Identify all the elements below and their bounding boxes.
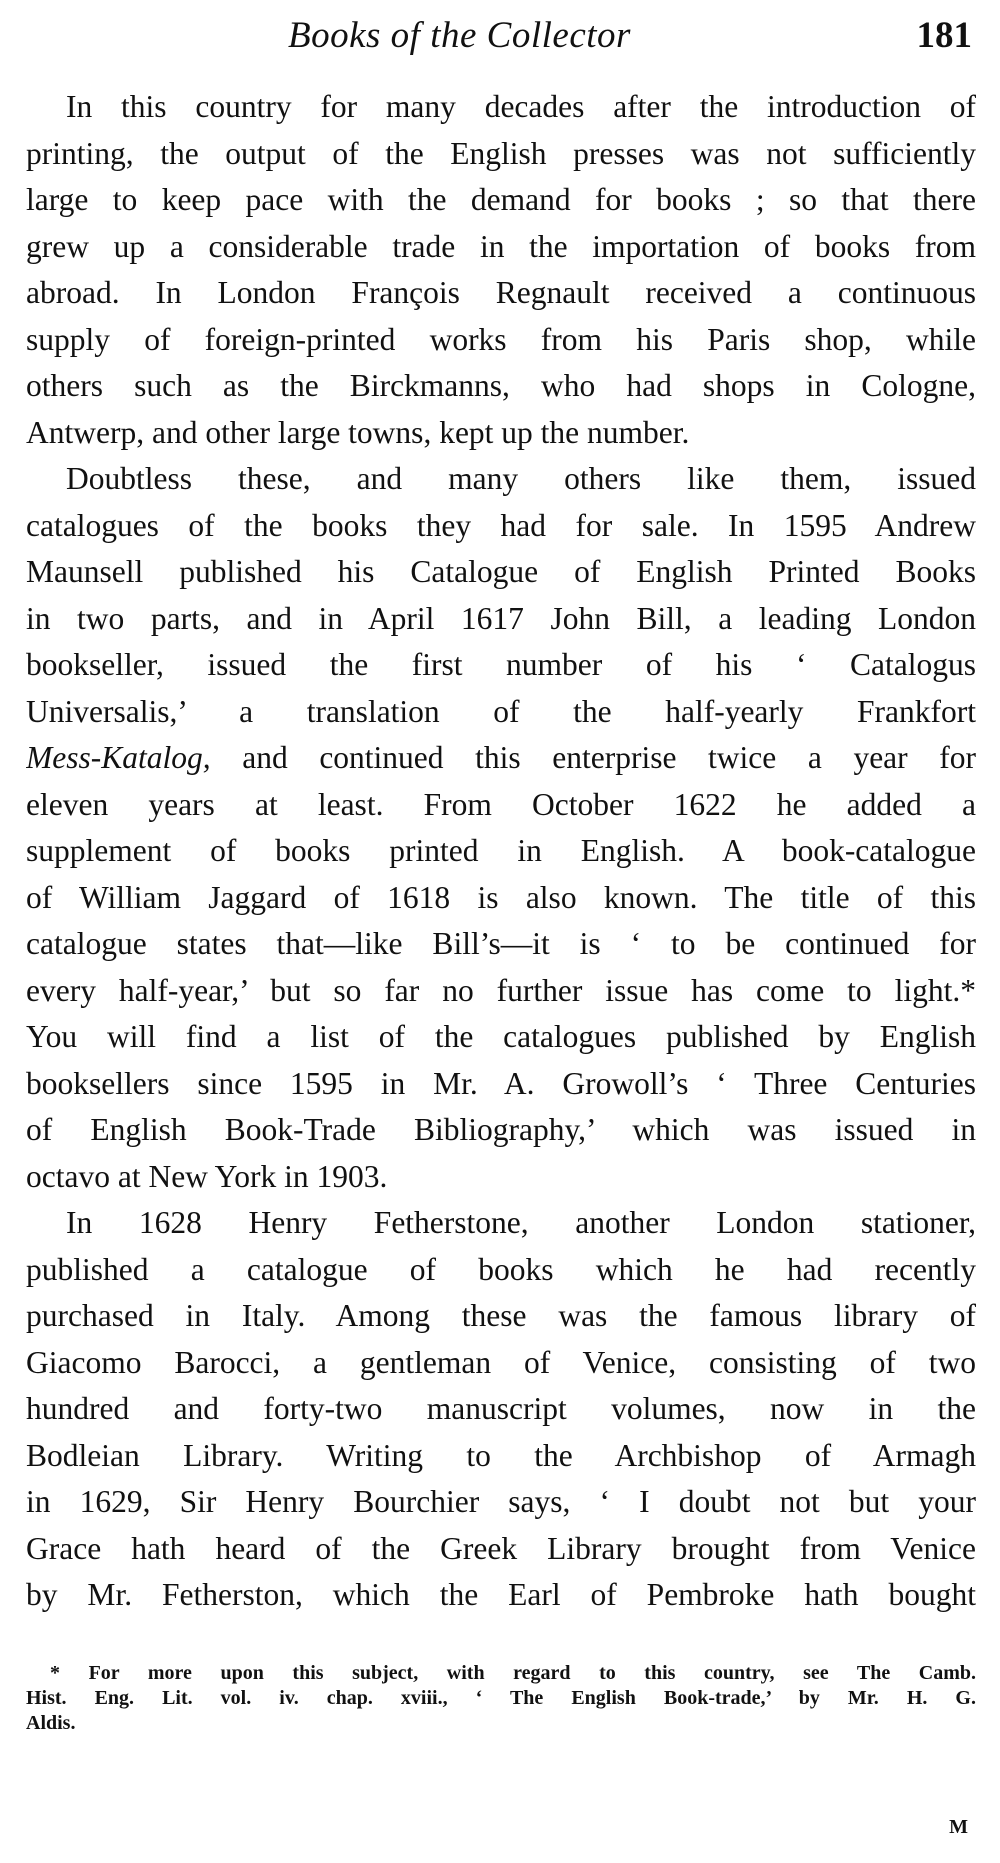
- body-line: by Mr. Fetherston, which the Earl of Pembroke hath bought: [26, 1577, 976, 1612]
- body-line: supply of foreign-printed works from his Paris shop, while: [26, 321, 976, 357]
- body-line: of English Book-Trade Bibliography,’ which was issued in: [26, 1112, 976, 1147]
- body-line: hundred and forty-two manuscript volumes, now in the: [26, 1391, 976, 1426]
- footnote-line: Aldis.: [26, 1712, 76, 1734]
- body-line: Doubtless these, and many others like them, issued: [66, 461, 976, 496]
- body-line: of William Jaggard of 1618 is also known. The title of this: [26, 879, 976, 915]
- body-line: booksellers since 1595 in Mr. A. Growoll’s ‘ Three Centuries: [26, 1065, 976, 1101]
- body-line: bookseller, issued the first number of his ‘ Catalogus: [26, 647, 976, 682]
- body-line: grew up a considerable trade in the importation of books from: [26, 228, 976, 264]
- body-line: In 1628 Henry Fetherstone, another London stationer,: [66, 1205, 976, 1240]
- body-line: Universalis,’ a translation of the half-yearly Frankfort: [26, 693, 976, 729]
- body-line: printing, the output of the English presses was not sufficiently: [26, 135, 976, 171]
- body-line: large to keep pace with the demand for books ; so that there: [26, 182, 976, 217]
- running-title: Books of the Collector: [288, 15, 631, 56]
- footnote-line: Hist. Eng. Lit. vol. iv. chap. xviii., ‘ The English Book-trade,’ by Mr. H. G.: [26, 1687, 976, 1709]
- body-line: Bodleian Library. Writing to the Archbishop of Armagh: [26, 1437, 976, 1473]
- body-line: catalogue states that—like Bill’s—it is ‘ to be continued for: [26, 926, 976, 961]
- body-line: octavo at New York in 1903.: [26, 1158, 388, 1194]
- body-line-rest: and continued this enterprise twice a year for: [210, 740, 976, 775]
- body-line: in 1629, Sir Henry Bourchier says, ‘ I doubt not but your: [26, 1484, 976, 1519]
- body-line: Antwerp, and other large towns, kept up the number.: [26, 414, 690, 450]
- body-line: purchased in Italy. Among these was the famous library of: [26, 1298, 976, 1333]
- body-line: supplement of books printed in English. A book-catalogue: [26, 833, 976, 868]
- italic-title: Mess-Katalog,: [26, 740, 211, 775]
- signature-mark: M: [949, 1816, 968, 1838]
- body-line: catalogues of the books they had for sale. In 1595 Andrew: [26, 507, 976, 543]
- body-line: published a catalogue of books which he had recently: [26, 1251, 976, 1287]
- body-line: Maunsell published his Catalogue of English Printed Books: [26, 554, 976, 589]
- body-line: In this country for many decades after the introduction of: [66, 89, 976, 124]
- body-line: others such as the Birckmanns, who had shops in Cologne,: [26, 368, 976, 403]
- body-line: eleven years at least. From October 1622 he added a: [26, 786, 976, 822]
- body-line: in two parts, and in April 1617 John Bill, a leading London: [26, 600, 976, 636]
- footnote-line: * For more upon this subject, with regard to this country, see The Camb.: [50, 1662, 976, 1684]
- body-line: Giacomo Barocci, a gentleman of Venice, consisting of two: [26, 1344, 976, 1380]
- body-line: You will find a list of the catalogues published by English: [26, 1019, 976, 1054]
- footnote: [26, 1661, 976, 1736]
- body-text: [26, 84, 976, 1619]
- page-number: 181: [916, 15, 972, 56]
- body-line: every half-year,’ but so far no further issue has come to light.*: [26, 972, 976, 1008]
- body-line-with-italic: [26, 735, 976, 782]
- body-line: Grace hath heard of the Greek Library brought from Venice: [26, 1530, 976, 1566]
- running-head: [26, 14, 976, 64]
- body-line: abroad. In London François Regnault received a continuous: [26, 275, 976, 310]
